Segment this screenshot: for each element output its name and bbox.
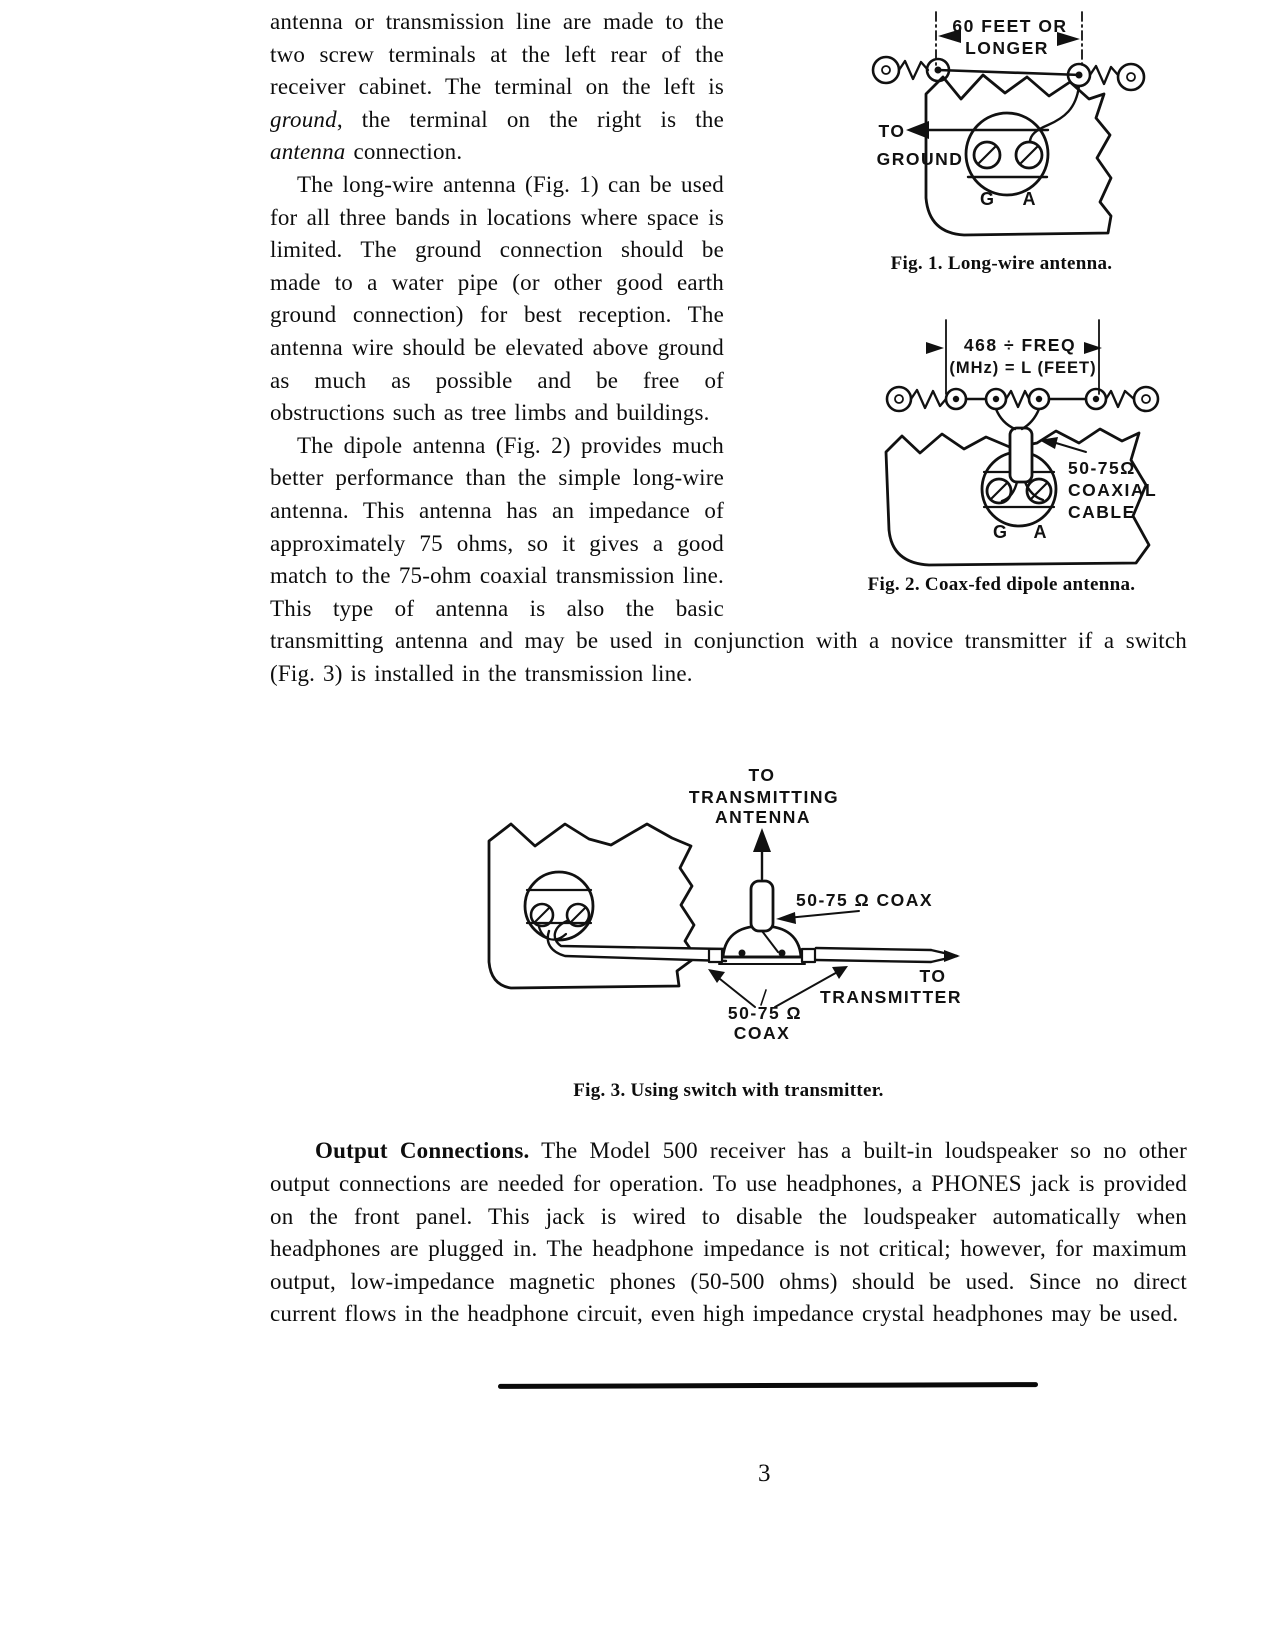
fig1-terminal-a-label: A [1022, 189, 1036, 209]
switch-connector-right [802, 949, 815, 962]
screw-slot [535, 908, 549, 922]
figure-3-drawing [439, 719, 1019, 1044]
output-connections-heading: Output Connections. [315, 1138, 530, 1164]
coax-callout-line [1056, 443, 1086, 452]
switch-connector-left [709, 949, 722, 962]
paragraph-text: The Model 500 receiver has a built-in loudspeaker so no other output connections are needed for operation. To use headphones, a PHONES jack is provided on the front panel. This jack is wired to disable the loudspeaker automatically when headphones are plugged in. The headphone impedance is not critical; however, for maximum output, low-impedance magnetic phones (50-500 ohms) should be used. Since no direct current flows in the headphone circuit, even high impedance crystal headphones may be used. [270, 1138, 1187, 1327]
insulator-spring [1090, 66, 1118, 84]
insulator-ring-hole [1127, 73, 1135, 81]
screw-slot [1021, 147, 1037, 163]
insulator-ring [887, 387, 911, 411]
fig1-to-ground-label-line1: TO [878, 121, 906, 141]
insulator-ring-hole [1142, 395, 1150, 403]
paragraph-text: antenna or transmission line are made to the two screw terminals at the left rear of the receiver cabinet. The terminal on the left is [270, 9, 724, 100]
screw-slot [979, 147, 995, 163]
switch-contact-dot [738, 950, 745, 957]
figure-1-caption: Fig. 1. Long-wire antenna. [890, 253, 1113, 274]
fig1-dim-label-line2: LONGER [965, 38, 1049, 58]
paragraph-output-connections [270, 1135, 1187, 1331]
screw-slot [992, 484, 1006, 498]
figure-column-inner [834, 6, 1169, 596]
insulator-ring [1118, 64, 1144, 90]
page-number: 3 [758, 1460, 771, 1488]
fig3-antenna-label-line1: TO [748, 765, 775, 786]
paragraph-longwire-antenna: The long-wire antenna (Fig. 1) can be used for all three bands in locations where space is limited. The ground connection should be made to a water pipe (or other good earth ground connection) for best reception. The antenna wire should be elevated above ground as much as possible and be free of obstructions such as tree limbs and buildings. [270, 171, 724, 426]
fig2-coax-label-line3: CABLE [1068, 502, 1136, 522]
coax-tube-mask [547, 921, 725, 961]
terminal-block [966, 113, 1048, 195]
fig1-dim-label-line1: 60 FEET OR [952, 16, 1068, 36]
insulator-spring [1006, 391, 1029, 407]
insulator-spring [911, 390, 946, 408]
insulator-eye-dot [1093, 396, 1099, 402]
insulator-eye-dot [993, 396, 999, 402]
fig2-coax-label-line2: COAXIAL [1068, 480, 1158, 500]
insulator-ring [1134, 387, 1158, 411]
fig2-coax-label-line1: 50-75Ω [1068, 458, 1136, 478]
insulator-eye-dot [935, 67, 942, 74]
screw-slot [571, 908, 585, 922]
to-ground-arrow-icon [906, 121, 929, 139]
antenna-italic: antenna [270, 139, 346, 165]
figure-2-drawing [834, 302, 1164, 572]
figure-2-caption: Fig. 2. Coax-fed dipole antenna. [867, 574, 1136, 595]
switch-contact-dot [778, 950, 785, 957]
footer-rule [498, 1382, 1038, 1389]
to-transmitter-arrow-icon [944, 950, 960, 962]
lead-in-wire [1030, 86, 1079, 142]
insulator-eye-dot [1076, 72, 1083, 79]
figure-column [724, 6, 1187, 618]
center-insulator-lead [1022, 409, 1039, 429]
fig1-to-ground-label-line2: GROUND [876, 149, 964, 169]
fig3-coax-lower-label-line2: COAX [733, 1023, 790, 1044]
fig3-coax-lower-label-line1: 50-75 Ω [727, 1003, 802, 1024]
figure-3-caption: Fig. 3. Using switch with transmitter. [573, 1080, 884, 1102]
figure-1-drawing [834, 6, 1149, 251]
antenna-coax-end [751, 881, 773, 931]
antenna-wire [938, 70, 1081, 75]
insulator-eye-dot [953, 396, 959, 402]
insulator-eye-dot [1036, 396, 1042, 402]
paragraph-text: connection. [345, 139, 463, 165]
fig1-terminal-g-label: G [979, 189, 995, 209]
figure-2-dipole-antenna [834, 302, 1169, 596]
insulator-spring [899, 61, 928, 79]
figure-1-longwire-antenna [834, 6, 1169, 275]
paragraph-dipole-antenna: The dipole antenna (Fig. 2) provides much better performance than the simple long-wire antenna. This antenna has an impedance of approximately 75 ohms, so it gives a good match to the 75-ohm coaxial transmission line. This type of antenna is also the basic transmitting antenna and may be used in conjunction with a novice transmitter if a switch (Fig. 3) is installed in the transmission line. [270, 432, 1187, 686]
fig2-terminal-a-label: A [1033, 522, 1047, 542]
dimension-arrow-left-icon [926, 342, 944, 354]
insulator-ring-hole [895, 395, 903, 403]
fig3-antenna-label-line2: TRANSMITTING [688, 787, 839, 808]
fig3-antenna-label-line3: ANTENNA [714, 807, 811, 828]
figure-3-switch-transmitter [439, 719, 1019, 1102]
insulator-ring-hole [882, 66, 890, 74]
fig2-terminal-g-label: G [992, 522, 1008, 542]
paragraph-text: , the terminal on the right is the [336, 106, 724, 132]
coax-upper-callout-arrow-icon [776, 912, 796, 924]
coax-upper-callout-line [787, 911, 859, 918]
insulator-spring [1106, 391, 1134, 407]
fig2-dim-label-line1: 468 ÷ FREQ [963, 335, 1077, 355]
coax-lower-callout-arrow-icon [832, 966, 848, 979]
insulator-ring [873, 57, 899, 83]
fig2-dim-label-line2: (MHz) = L (FEET) [949, 359, 1097, 377]
fig3-coax-upper-label: 50-75 Ω COAX [795, 890, 933, 911]
antenna-arrow-icon [753, 828, 771, 852]
fig3-transmitter-label-line2: TRANSMITTER [819, 987, 962, 1008]
coax-cable-end [1010, 428, 1032, 482]
center-insulator-lead [996, 409, 1015, 429]
fig3-transmitter-label-line1: TO [919, 966, 946, 987]
ground-italic: ground [270, 106, 337, 132]
